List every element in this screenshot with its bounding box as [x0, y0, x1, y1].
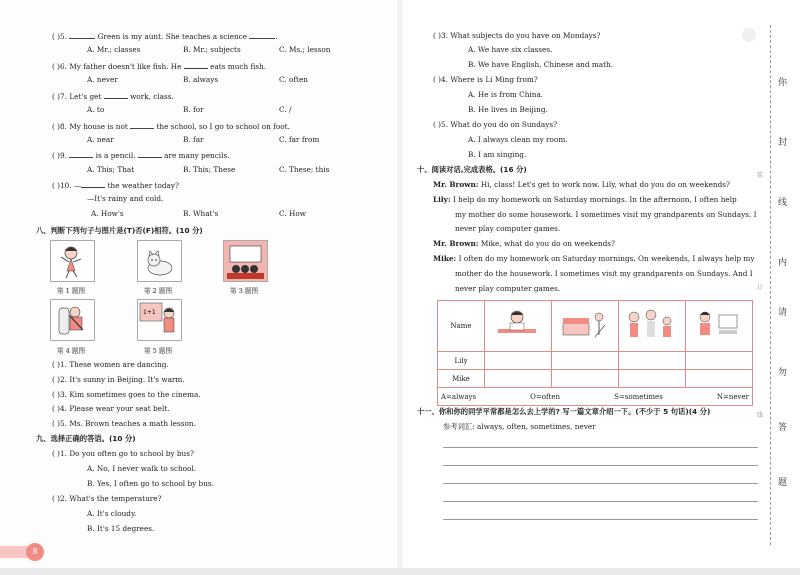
section-8-title: 八、判断下列句子与图片是(T)否(F)相符。(10 分): [36, 226, 203, 235]
dialogue-text: Hi, class! Let's get to work now. Lily, what do you do on weekends?: [480, 180, 730, 189]
speaker-name: Mr. Brown:: [433, 239, 479, 248]
activity-table: [437, 300, 753, 406]
table-cell[interactable]: [619, 370, 686, 388]
section-10-title: 十、阅读对话,完成表格。(16 分): [417, 165, 527, 174]
option-c: C. often: [279, 75, 309, 84]
answer-blank: [184, 61, 208, 69]
table-header-row: [438, 301, 753, 352]
margin-char: 你: [778, 78, 788, 88]
svg-text:1+1: 1+1: [143, 309, 156, 316]
book-gutter: [398, 0, 402, 575]
item-number: ( )2.: [52, 375, 67, 384]
question-9: [52, 150, 230, 161]
option-a: A. I always clean my room.: [468, 135, 568, 144]
answer-blank: [104, 91, 128, 99]
item-text: Ms. Brown teaches a math lesson.: [69, 419, 196, 428]
option-a: A. This; That: [87, 165, 135, 174]
question-text: is a pencil.: [95, 151, 136, 160]
question-text: —: [73, 181, 82, 190]
legend-cell: [438, 388, 753, 406]
item-text: It's sunny in Beijing. It's warm.: [69, 375, 185, 384]
option-b: B. always: [183, 75, 219, 84]
question-number: ( )5.: [52, 32, 67, 41]
answer-blank: [81, 180, 105, 188]
reply-question-5: [433, 120, 557, 130]
item-text: Kim sometimes goes to the cinema.: [69, 390, 201, 399]
option-b: B. What's: [183, 209, 219, 218]
question-number: ( )8.: [52, 122, 67, 131]
table-cell[interactable]: [686, 352, 753, 370]
picture-3-cinema: [223, 240, 268, 282]
option-b: B. I am singing.: [468, 150, 527, 159]
legend-never: N=never: [716, 392, 749, 401]
question-number: ( )2.: [52, 494, 67, 503]
question-number: ( )4.: [433, 75, 448, 84]
speaker-name: Mr. Brown:: [433, 180, 479, 189]
option-b: B. far: [183, 135, 204, 144]
table-header-name: Name: [438, 301, 485, 352]
writing-line[interactable]: [443, 447, 758, 448]
judge-item-2: [52, 375, 185, 385]
writing-line[interactable]: [443, 483, 758, 484]
item-number: ( )4.: [52, 404, 67, 413]
option-a: A. to: [87, 105, 105, 114]
row-label: Lily: [438, 352, 485, 370]
margin-char: 线: [778, 198, 788, 208]
option-b: B. He lives in Beijing.: [468, 105, 548, 114]
option-a: A. It's cloudy.: [87, 509, 137, 518]
option-a: A. We have six classes.: [468, 45, 553, 54]
picture-5-math-lesson: [137, 299, 182, 341]
option-a: A. near: [87, 135, 114, 144]
table-cell[interactable]: [552, 370, 619, 388]
option-a: A. Mr.; classes: [87, 45, 141, 54]
judge-item-1: [52, 360, 169, 370]
dialogue-line-2c: never play computer games.: [455, 224, 561, 233]
margin-char: 请: [778, 308, 788, 318]
dialogue-line-2: [433, 195, 737, 205]
margin-char: 封: [778, 138, 788, 148]
question-text: What do you do on Sundays?: [450, 120, 558, 129]
activity-computer-games-picture: [686, 301, 753, 352]
question-text-end: are many pencils.: [164, 151, 230, 160]
reply-question-3: [433, 31, 600, 41]
option-c: C. Ms.; lesson: [279, 45, 331, 54]
option-a: A. How's: [91, 209, 124, 218]
activity-homework-picture: [485, 301, 552, 352]
table-cell[interactable]: [552, 352, 619, 370]
dialogue-text: I often do my homework on Saturday mornings. On weekends, I always help my: [458, 254, 755, 263]
reply-question-2: [52, 494, 161, 504]
picture-2-caption: 第 2 题图: [143, 287, 173, 295]
dialogue-line-3: [433, 239, 615, 249]
option-c: C. These; this: [279, 165, 330, 174]
question-10-reply: —It's rainy and cold.: [87, 194, 164, 203]
margin-binding-char: 线: [757, 412, 764, 419]
question-text: Let's get: [69, 92, 102, 101]
judge-item-4: [52, 404, 170, 414]
question-10: [52, 180, 179, 191]
section-9-title: 九、选择正确的答语。(10 分): [36, 434, 136, 443]
reference-words: 参考词汇: always, often, sometimes, never: [443, 422, 596, 431]
question-number: ( )6.: [52, 62, 67, 71]
option-c: C. How: [279, 209, 306, 218]
question-text: Where is Li Ming from?: [450, 75, 538, 84]
table-cell[interactable]: [485, 370, 552, 388]
option-b: B. Mr.; subjects: [183, 45, 241, 54]
answer-blank: [138, 150, 162, 158]
legend-always: A=always: [441, 392, 477, 401]
question-text: Do you often go to school by bus?: [69, 449, 194, 458]
picture-5-caption: 第 5 题图: [143, 347, 173, 355]
activity-visit-grandparents-picture: [619, 301, 686, 352]
answer-blank: [249, 31, 278, 41]
margin-char: 勿: [778, 368, 788, 378]
question-text-end: work, class.: [130, 92, 174, 101]
answer-blank: [69, 150, 93, 158]
dialogue-text: Mike, what do you do on weekends?: [480, 239, 615, 248]
item-number: ( )3.: [52, 390, 67, 399]
question-7: [52, 91, 174, 102]
picture-4-caption: 第 4 题图: [56, 347, 86, 355]
option-b: B. This; These: [183, 165, 236, 174]
question-text-end: .: [275, 32, 278, 41]
question-number: ( )10.: [52, 181, 72, 190]
item-number: ( )5.: [52, 419, 67, 428]
judge-item-3: [52, 390, 201, 400]
picture-1-dancing-girl: [50, 240, 95, 282]
speaker-name: Mike:: [433, 254, 457, 263]
question-number: ( )1.: [52, 449, 67, 458]
picture-3-caption: 第 3 题图: [229, 287, 259, 295]
item-text: These women are dancing.: [69, 360, 169, 369]
dialogue-line-4c: never play computer games.: [455, 284, 561, 293]
legend-sometimes: S=sometimes: [614, 392, 663, 401]
page-corner-shadow: [742, 28, 756, 42]
option-c: C. far from: [279, 135, 320, 144]
reply-question-4: [433, 75, 538, 85]
option-c: C. /: [279, 105, 292, 114]
question-8: [52, 121, 290, 132]
item-number: ( )1.: [52, 360, 67, 369]
table-cell[interactable]: [619, 352, 686, 370]
section-11-title: 十一、你和你的同学平常都是怎么去上学的? 写一篇文章介绍一下。(不少于 5 句话)(4 分): [417, 407, 711, 416]
question-text: What's the temperature?: [69, 494, 162, 503]
option-a: A. No, I never walk to school.: [87, 464, 197, 473]
writing-line[interactable]: [443, 465, 758, 466]
picture-1-caption: 第 1 题图: [56, 287, 86, 295]
option-b: B. We have English, Chinese and math.: [468, 60, 614, 69]
page-bottom-edge: [0, 568, 800, 575]
option-b: B. It's 15 degrees.: [87, 524, 155, 533]
speaker-name: Lily:: [433, 195, 451, 204]
margin-binding-char: 订: [757, 284, 764, 291]
table-row-mike: [438, 370, 753, 388]
question-number: ( )3.: [433, 31, 448, 40]
table-legend-row: [438, 388, 753, 406]
question-6: [52, 61, 266, 72]
answer-blank: [69, 31, 95, 39]
dialogue-line-4b: mother do the housework. I sometimes visit my grandparents on Sundays. And I: [455, 269, 753, 278]
question-number: ( )5.: [433, 120, 448, 129]
writing-line[interactable]: [443, 501, 758, 502]
writing-line[interactable]: [443, 519, 758, 520]
table-cell[interactable]: [686, 370, 753, 388]
dialogue-line-4: [433, 254, 754, 264]
dialogue-line-1: [433, 180, 730, 190]
binding-cut-line: [770, 25, 771, 545]
question-text: What subjects do you have on Mondays?: [450, 31, 601, 40]
table-cell[interactable]: [485, 352, 552, 370]
question-text: My house is not: [69, 122, 128, 131]
picture-2-cat: [137, 240, 182, 282]
picture-4-seat-belt: [50, 299, 95, 341]
margin-char: 题: [778, 478, 788, 488]
dialogue-text: I help do my homework on Saturday mornings. In the afternoon, I often help: [452, 195, 737, 204]
question-text-end: the weather today?: [107, 181, 179, 190]
answer-blank: [130, 121, 154, 129]
question-number: ( )7.: [52, 92, 67, 101]
activity-housework-picture: [552, 301, 619, 352]
item-text: Please wear your seat belt.: [69, 404, 170, 413]
question-5: [52, 31, 278, 42]
dialogue-line-2b: my mother do some housework. I sometimes visit my grandparents on Sundays. I: [455, 210, 757, 219]
question-text: My father doesn't like fish. He: [69, 62, 182, 71]
table-row-lily: [438, 352, 753, 370]
margin-binding-char: 装: [757, 172, 764, 179]
reply-question-1: [52, 449, 194, 459]
margin-char: 内: [778, 258, 788, 268]
question-text-end: eats much fish.: [210, 62, 267, 71]
page-number: 8: [26, 543, 44, 561]
question-text-end: the school, so I go to school on foot.: [156, 122, 290, 131]
option-a: A. never: [87, 75, 118, 84]
option-a: A. He is from China.: [468, 90, 544, 99]
row-label: Mike: [438, 370, 485, 388]
judge-item-5: [52, 419, 196, 429]
legend-often: O=often: [530, 392, 561, 401]
question-text: Green is my aunt. She teaches a science: [97, 32, 248, 41]
margin-char: 答: [778, 423, 788, 433]
question-number: ( )9.: [52, 151, 67, 160]
option-b: B. for: [183, 105, 204, 114]
option-b: B. Yes, I often go to school by bus.: [87, 479, 214, 488]
